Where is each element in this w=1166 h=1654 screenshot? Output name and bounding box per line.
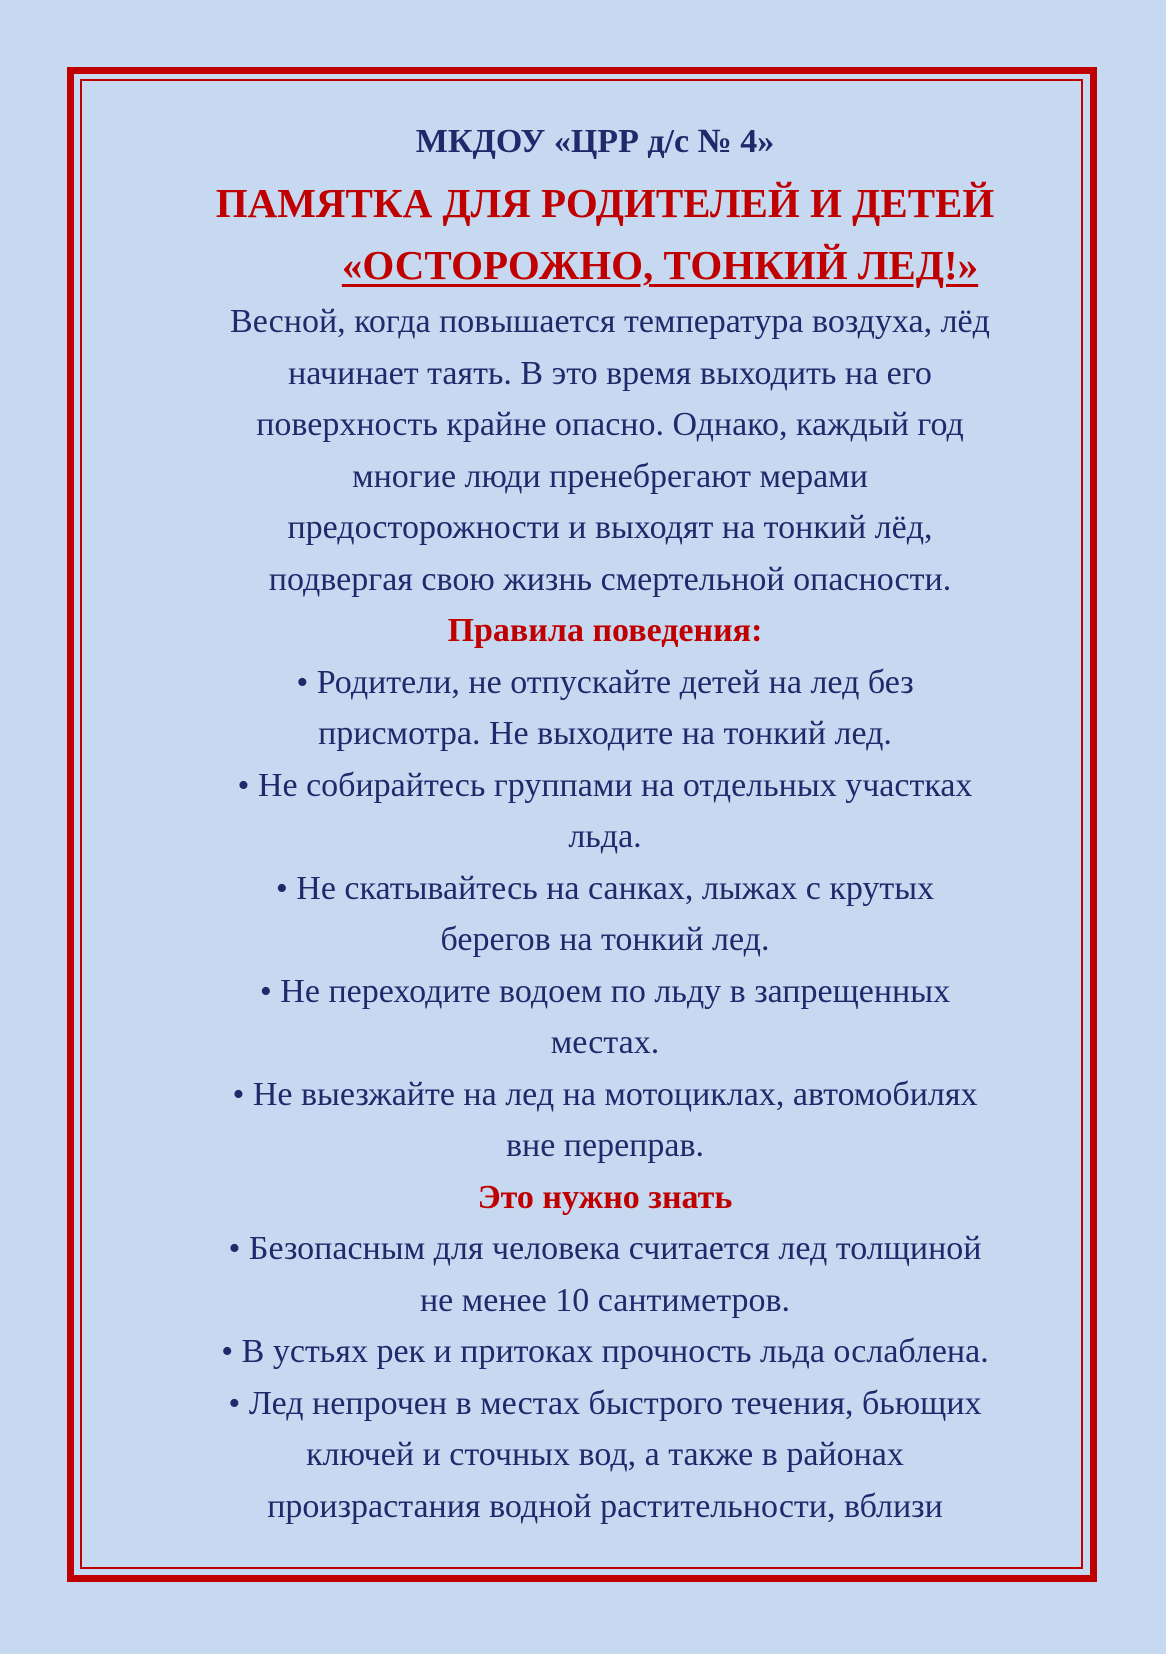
intro-line: подвергая свою жизнь смертельной опасности. (268, 560, 952, 598)
rule-line: • Не собирайтесь группами на отдельных участках (237, 766, 973, 804)
rule-line: • Родители, не отпускайте детей на лед без (296, 663, 914, 701)
rule-line: берегов на тонкий лед. (440, 921, 770, 958)
rule-line: • Не скатывайтесь на санках, лыжах с крутых (275, 869, 935, 907)
rule-line: местах. (550, 1024, 660, 1061)
intro-line: Весной, когда повышается температура воздуха, лёд (230, 303, 990, 340)
facts-list (130, 1223, 1080, 1532)
fact-line: не менее 10 сантиметров. (419, 1281, 791, 1319)
rule-line: присмотра. Не выходите на тонкий лед. (318, 715, 892, 752)
intro-line: многие люди пренебрегают мерами (352, 457, 868, 495)
title-line-2: «ОСТОРОЖНО, ТОНКИЙ ЛЕД!» (341, 242, 979, 288)
rule-line: • Не переходите водоем по льду в запрещенных (259, 972, 951, 1010)
intro-line: предосторожности и выходят на тонкий лёд, (287, 509, 933, 546)
organization-name: МКДОУ «ЦРР д/с № 4» (415, 123, 775, 160)
intro-paragraph (130, 296, 1080, 605)
fact-line: • Безопасным для человека считается лед толщиной (228, 1230, 982, 1267)
rule-line: вне переправ. (505, 1127, 705, 1164)
fact-line: ключей и сточных вод, а также в районах (306, 1436, 904, 1473)
fact-line: произрастания водной растительности, вблизи (267, 1487, 943, 1525)
facts-heading: Это нужно знать (477, 1178, 733, 1216)
rules-heading: Правила поведения: (447, 612, 763, 649)
memo-content (130, 112, 1080, 1532)
memo-title (130, 172, 1080, 296)
title-line-1: ПАМЯТКА ДЛЯ РОДИТЕЛЕЙ И ДЕТЕЙ (215, 180, 995, 226)
rule-line: льда. (568, 818, 642, 855)
fact-line: • Лед непрочен в местах быстрого течения, бьющих (228, 1384, 982, 1422)
fact-line: • В устьях рек и притоках прочность льда ослаблена. (221, 1333, 989, 1370)
rules-list (130, 657, 1080, 1172)
rule-line: • Не выезжайте на лед на мотоциклах, автомобилях (232, 1075, 978, 1113)
intro-line: поверхность крайне опасно. Однако, каждый год (256, 406, 964, 443)
intro-line: начинает таять. В это время выходить на его (288, 354, 932, 392)
